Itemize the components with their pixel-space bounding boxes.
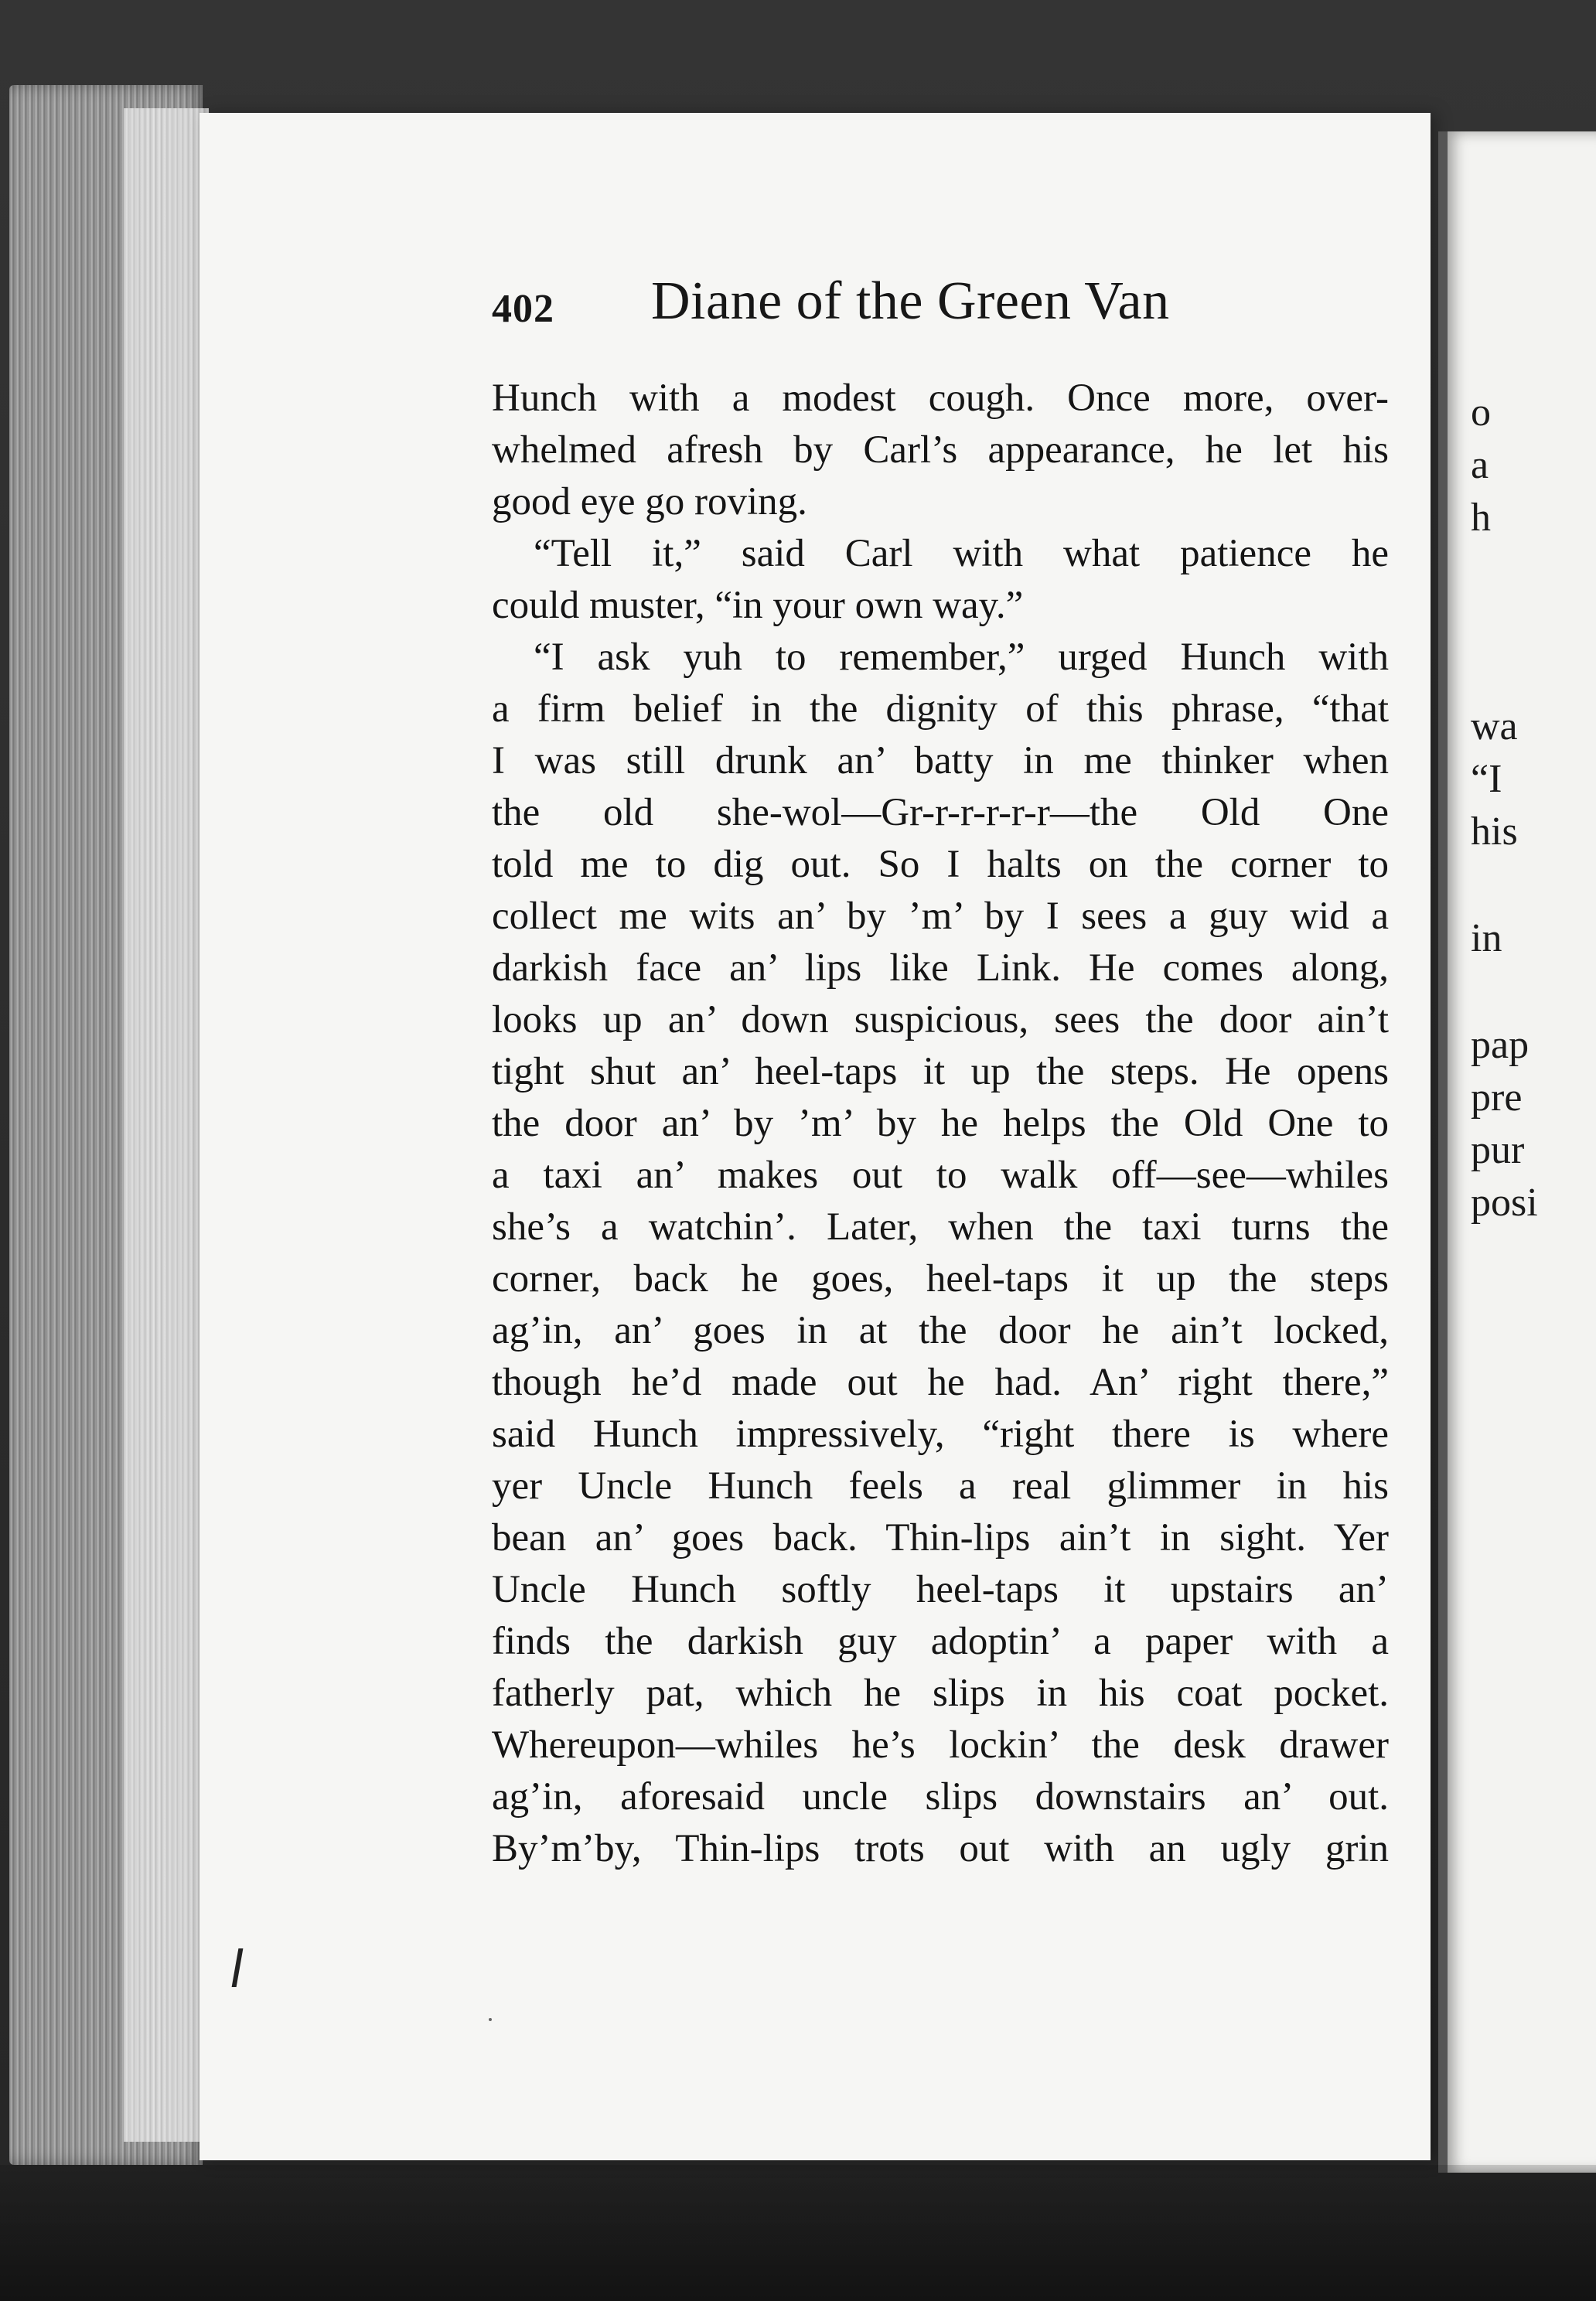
text-line: By’m’by, Thin-lips trots out with an ugly grin: [492, 1827, 1389, 1870]
text-line: a taxi an’ makes out to walk off—see—whiles: [492, 1154, 1389, 1197]
text-line: Hunch with a modest cough. Once more, over-: [492, 377, 1389, 420]
text-line: tight shut an’ heel-taps it up the steps. He opens: [492, 1050, 1389, 1093]
text-line: looks up an’ down suspicious, sees the door ain’t: [492, 998, 1389, 1041]
right-page-text-fragment: his: [1471, 810, 1518, 854]
text-line: corner, back he goes, heel-taps it up the steps: [492, 1257, 1389, 1300]
text-line: could muster, “in your own way.”: [492, 584, 1024, 627]
text-line: told me to dig out. So I halts on the corner to: [492, 843, 1389, 886]
text-line: the door an’ by ’m’ by he helps the Old One to: [492, 1102, 1389, 1145]
right-page-text-fragment: pre: [1471, 1076, 1523, 1120]
right-page-text-fragment: pur: [1471, 1128, 1525, 1172]
text-line: ag’in, aforesaid uncle slips downstairs an’ out.: [492, 1775, 1389, 1819]
text-line: “I ask yuh to remember,” urged Hunch with: [534, 636, 1389, 679]
running-title: Diane of the Green Van: [651, 271, 1170, 331]
text-line: finds the darkish guy adoptin’ a paper with a: [492, 1620, 1389, 1663]
right-page-text-fragment: posi: [1471, 1181, 1538, 1225]
text-line: yer Uncle Hunch feels a real glimmer in his: [492, 1464, 1389, 1508]
right-page-fragment: [1438, 131, 1596, 2173]
page-stack-edge: [124, 108, 209, 2142]
text-line: ag’in, an’ goes in at the door he ain’t locked,: [492, 1309, 1389, 1352]
text-line: I was still drunk an’ batty in me thinker when: [492, 739, 1389, 782]
text-line: though he’d made out he had. An’ right there,”: [492, 1361, 1389, 1404]
page-number: 402: [492, 287, 554, 331]
text-line: Whereupon—whiles he’s lockin’ the desk drawer: [492, 1723, 1389, 1767]
text-line: darkish face an’ lips like Link. He comes along,: [492, 946, 1389, 990]
right-page-text-fragment: wa: [1471, 704, 1518, 748]
text-line: a firm belief in the dignity of this phrase, “that: [492, 687, 1389, 731]
right-page-text-fragment: o: [1471, 390, 1491, 435]
text-line: Uncle Hunch softly heel-taps it upstairs an’: [492, 1568, 1389, 1611]
text-line: bean an’ goes back. Thin-lips ain’t in sight. Yer: [492, 1516, 1389, 1560]
text-line: said Hunch impressively, “right there is where: [492, 1413, 1389, 1456]
text-line: collect me wits an’ by ’m’ by I sees a guy wid a: [492, 895, 1389, 938]
right-page-text-fragment: pap: [1471, 1023, 1530, 1067]
text-line: fatherly pat, which he slips in his coat pocket.: [492, 1672, 1389, 1715]
page-header: [492, 271, 1389, 340]
right-page-text-fragment: a: [1471, 443, 1489, 487]
text-line: “Tell it,” said Carl with what patience he: [534, 532, 1389, 575]
text-line: she’s a watchin’. Later, when the taxi turns the: [492, 1205, 1389, 1249]
right-page-text-fragment: in: [1471, 916, 1502, 960]
text-line: the old she-wol—Gr-r-r-r-r-r—the Old One: [492, 791, 1389, 834]
bottom-shadow: [0, 2165, 1596, 2301]
text-line: whelmed afresh by Carl’s appearance, he let his: [492, 428, 1389, 472]
dust-speck: [489, 2018, 492, 2021]
right-page-text-fragment: “I: [1471, 757, 1502, 801]
body-text: [492, 373, 1389, 1875]
right-page-text-fragment: h: [1471, 496, 1491, 540]
text-line: good eye go roving.: [492, 480, 807, 523]
